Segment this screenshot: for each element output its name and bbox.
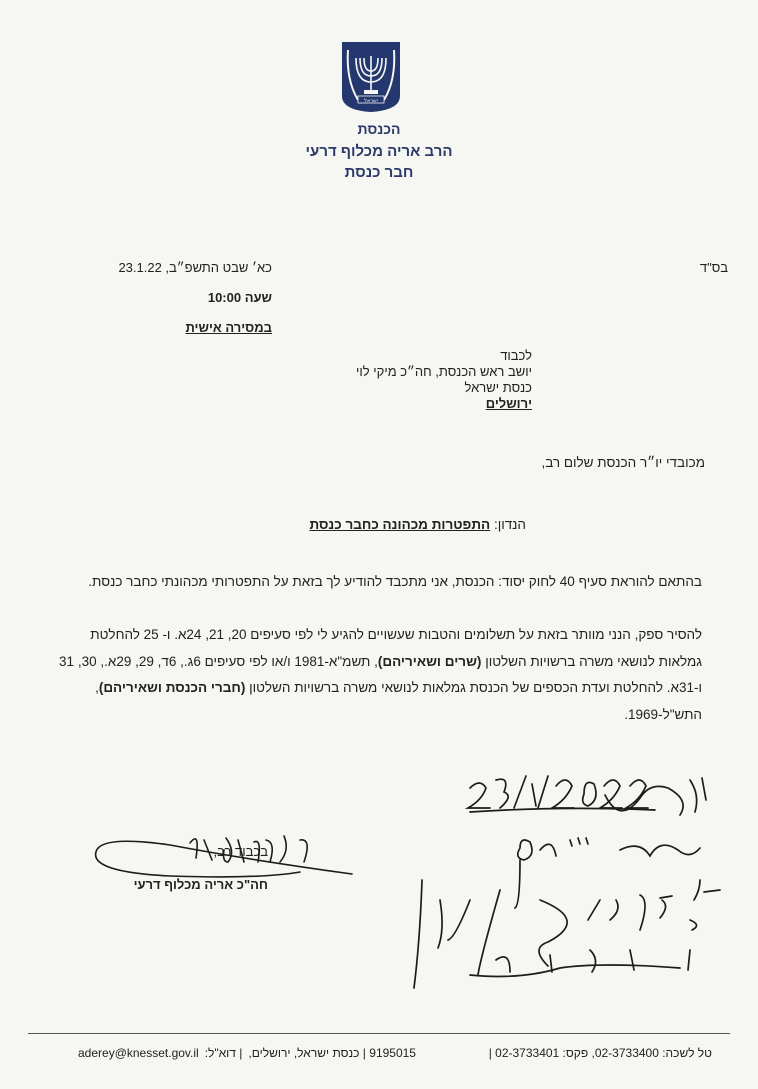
recipient-name: יושב ראש הכנסת, חה״כ מיקי לוי [356, 364, 532, 379]
bsd-mark: בס"ד [699, 260, 728, 275]
subject-line [309, 517, 526, 532]
body-p2-mks: (חברי הכנסת ושאיריהם) [98, 680, 246, 695]
phone-fax-text: טל לשכה: 02-3733400, פקס: 02-3733401 | [488, 1046, 712, 1060]
emblem-label: ישראל [364, 98, 378, 104]
greeting: מכובדי יו״ר הכנסת שלום רב, [541, 455, 705, 470]
recipient-city: ירושלים [485, 396, 532, 411]
subject-text: התפטרות מכהונה כחבר כנסת [309, 517, 491, 532]
body-paragraph-2 [52, 622, 702, 728]
letter-time: שעה 10:00 [207, 290, 272, 305]
address-text: 9195015 | כנסת ישראל, ירושלים, [248, 1046, 416, 1060]
handwritten-receipt [414, 776, 720, 988]
institution-name: הכנסת [357, 121, 401, 137]
signature-name: חה"כ אריה מכלוף דרעי [133, 877, 268, 892]
member-title: חבר כנסת [344, 164, 414, 181]
delivery-note: במסירה אישית [185, 320, 272, 335]
knesset-emblem-icon [340, 40, 402, 114]
signature-closing: בכבוד רב, [213, 844, 268, 859]
body-p2-part-a: להסיר ספק, הנני מוותר בזאת על תשלומים והטבות שעשויים להגיע לי לפי סעיפים 20, 21, 24א. ו- 25 להחלטת גמלאות לנושאי משרה ברשויות השלטון [90, 627, 702, 669]
letter-date: כא׳ שבט התשפ״ב, 23.1.22 [118, 260, 272, 275]
body-paragraph-1: בהתאם להוראת סעיף 40 לחוק יסוד: הכנסת, אני מתכבד להודיע לך בזאת על התפטרותי מכהונתי כחבר כנסת. [88, 574, 702, 589]
recipient-org: כנסת ישראל [464, 380, 532, 395]
email-label: | דוא"ל: [204, 1046, 243, 1060]
footer-contact [78, 1046, 712, 1060]
footer-divider [28, 1033, 730, 1034]
member-name: הרב אריה מכלוף דרעי [305, 143, 453, 160]
subject-label: הנדון: [493, 517, 526, 532]
body-p2-part-e: , התש"ל-1969. [95, 680, 702, 722]
body-p2-part-c: , תשמ"א-1981 ו/או לפי סעיפים 6ג., 6ד, 29, 29א., 30, 31 ו-31א. להחלטת ועדת הכספים של הכנסת גמלאות לנושאי משרה ברשויות השלטון [59, 653, 702, 695]
recipient-honor: לכבוד [500, 348, 532, 363]
body-p2-ministers: (שרים ושאיריהם) [377, 653, 482, 669]
email-link[interactable]: aderey@knesset.gov.il [78, 1046, 199, 1060]
